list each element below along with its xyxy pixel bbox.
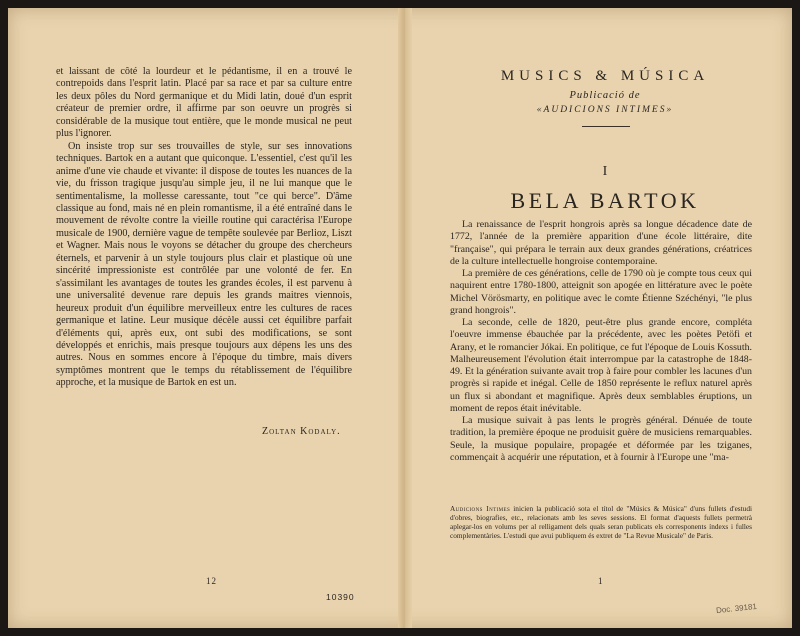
book-spread [8, 8, 792, 628]
right-page-body [450, 219, 752, 464]
series-title: MUSICS & MÚSICA [500, 68, 710, 84]
footnote [450, 504, 752, 540]
right-paragraph-1: La renaissance de l'esprit hongrois après sa longue décadence date de 1772, l'année de la première apparition d'une école littéraire, dite "française", qui prépara le terrain aux deux grandes générations, créatrices de la culture intellectuelle hongroise contemporaine. [450, 219, 752, 267]
header-rule [582, 126, 630, 127]
left-paragraph-1: et laissant de côté la lourdeur et le pédantisme, il en a trouvé le contrepoids dans l'esprit latin. Placé par sa race et par sa culture entre les deux pôles du Nord germanique et du Midi latin, doué d'un esprit créateur de premier ordre, il affirme par son oeuvre un progrès si considérable de la musique tout entière, que le monde musical ne peut plus l'ignorer. [56, 66, 352, 140]
article-title: BELA BARTOK [510, 188, 700, 213]
right-page [410, 8, 792, 628]
publication-line: Publicació de [569, 90, 641, 101]
right-page-number: 1 [598, 576, 604, 586]
left-page [8, 8, 400, 628]
left-page-body [56, 66, 352, 390]
footnote-lead: Audicions Intimes [450, 504, 511, 513]
right-paragraph-2: La première de ces générations, celle de 1790 où je compte tous ceux qui naquirent entre 1780-1800, atteignit son apogée en littérature avec le poète Michel Vörösmarty, en politique avec le comte Étienne Széchényi, "le plus grand hongrois". [450, 268, 752, 316]
right-paragraph-4: La musique suivait à pas lents le progrès général. Dénuée de toute tradition, la première époque ne produisit guère de musiciens remarquables. Seule, la musique populaire, propagée et déformée par les tziganes, commençait à acquérir une réputation, et à fournir à l'Europe une "ma- [450, 415, 752, 463]
reference-number: 10390 [326, 592, 355, 602]
footnote-text: inicien la publicació sota el títol de "Músics & Música" d'uns fullets d'estudi d'obres, biografies, etc., relacionats amb les seves sessions. El format d'aquests fullets permetrà aplegar-los en volums per al relligament dels quals seran publicats els corresponents índexs i fulles complementàries. L'estudi que avui publiquem és extret de "La Revue Musicale" de Paris. [450, 504, 752, 541]
archive-stamp: Doc. 39181 [715, 601, 758, 616]
left-page-number: 12 [206, 576, 217, 586]
organization-name: «AUDICIONS INTIMES» [536, 105, 674, 115]
right-paragraph-3: La seconde, celle de 1820, peut-être plus grande encore, compléta l'oeuvre immense ébauchée par la précédente, avec les poètes Petöfi et Arany, et le romancier Jókai. En politique, ce fut l'époque de Louis Kossuth. Malheureusement l'évolution était interrompue par la catastrophe de 1848-49. Et la génération suivante avait trop à faire pour combler les lacunes d'un progrès si rapide et inégal. Celle de 1850 représente le reflux naturel après un flux si abondant et magnifique. Après deux semblables éruptions, un moment de repos était inévitable. [450, 317, 752, 414]
author-signature: Zoltan Kodaly. [262, 426, 341, 437]
chapter-numeral: I [602, 164, 608, 179]
left-paragraph-2: On insiste trop sur ses trouvailles de style, sur ses innovations techniques. Bartok en a autant que quiconque. L'essentiel, c'est qu'il les anime d'une vie chaude et vivante: il dispose de toutes les nuances de la vie, du frisson tragique jusqu'au simple jeu, il ne lui manque que le sentimentalisme, la mollesse caressante, tout "ce qui berce". D'âme classique au fond, mais né en plein romantisme, il a été entraîné dans le mouvement de révolte contre la vieille routine qui caractérisa l'Europe musicale de 1900, dernière vague de tempête soulevée par Berlioz, Liszt et Wagner. Mais nous le voyons se détacher du groupe des chercheurs éternels, et parvenir à un style toujours plus clair et plastique où une sincérité impressioniste est contrôlée par une volonté de fer. En s'assimilant les avantages de toutes les grandes écoles, il est parvenu à une universalité devenue rare depuis les grands maitres viennois, heureux produit d'un équilibre merveilleux entre les cultures de races germanique et latine. Leur musique décèle aussi cet équilibre parfait d'éléments qui, après eux, ont subi des modifications, se sont développés et enrichis, mais presque toujours aux dépens les uns des autres. Nous en sommes encore à l'époque du timbre, mais divers symptômes montrent que le temps du rétablissement de l'équilibre approche, et la musique de Bartok en est un. [56, 140, 352, 389]
